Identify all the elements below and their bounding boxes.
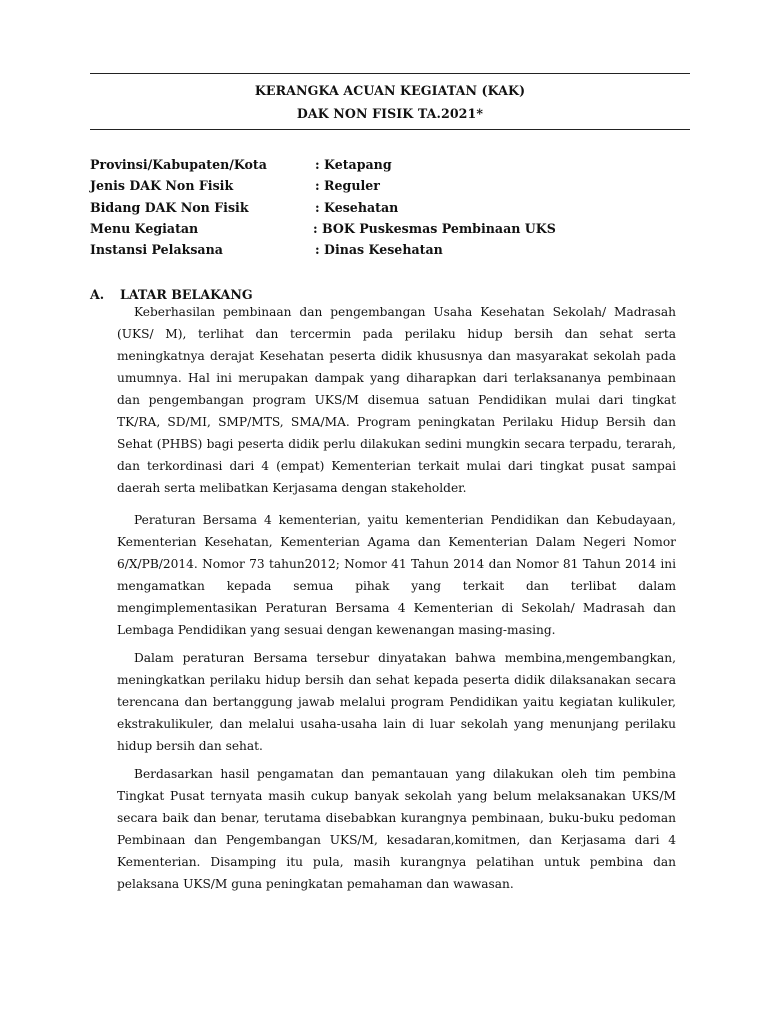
meta-label-provinsi: Provinsi/Kabupaten/Kota bbox=[90, 157, 267, 172]
meta-value-menu-kegiatan: : BOK Puskesmas Pembinaan UKS bbox=[313, 221, 556, 236]
meta-label-menu-kegiatan: Menu Kegiatan bbox=[90, 221, 199, 236]
paragraph-2: Peraturan Bersama 4 kementerian, yaitu kementerian Pendidikan dan Kebudayaan, Kementerian Kesehatan, Kementerian Agama dan Kementerian Dalam Negeri Nomor 6/X/PB/2014. Nomor 73 tahun2012; Nomor 41 Tahun 2014 dan Nomor 81 Tahun 2014 ini mengamatkan kepada semua pihak yang terkait dan terlibat dalam mengimplementasikan Peraturan Bersama 4 Kementerian di Sekolah/ Madrasah dan Lembaga Pendidikan yang sesuai dengan kewenangan masing-masing. bbox=[117, 513, 676, 637]
meta-value-bidang-dak: : Kesehatan bbox=[315, 200, 399, 215]
meta-value-jenis-dak: : Reguler bbox=[315, 178, 380, 193]
title-bottom-rule bbox=[90, 129, 690, 130]
meta-label-jenis-dak: Jenis DAK Non Fisik bbox=[90, 178, 234, 193]
paragraph-1: Keberhasilan pembinaan dan pengembangan Usaha Kesehatan Sekolah/ Madrasah (UKS/ M), terlihat dan tercermin pada perilaku hidup bersih dan sehat serta meningkatnya derajat Kesehatan peserta didik khususnya dan masyarakat sekolah pada umumnya. Hal ini merupakan dampak yang diharapkan dari terlaksananya pembinaan dan pengembangan program UKS/M disemua satuan Pendidikan mulai dari tingkat TK/RA, SD/MI, SMP/MTS, SMA/MA. Program peningkatan Perilaku Hidup Bersih dan Sehat (PHBS) bagi peserta didik perlu dilakukan sedini mungkin secara terpadu, terarah, dan terkordinasi dari 4 (empat) Kementerian terkait mulai dari tingkat pusat sampai daerah serta melibatkan Kerjasama dengan stakeholder. bbox=[117, 305, 676, 495]
section-title: LATAR BELAKANG bbox=[120, 287, 253, 302]
paragraph-3: Dalam peraturan Bersama tersebur dinyatakan bahwa membina,mengembangkan, meningkatkan perilaku hidup bersih dan sehat kepada peserta didik dilaksanakan secara terencana dan bertanggung jawab melalui program Pendidikan yaitu kegiatan kulikuler, ekstrakulikuler, dan melalui usaha-usaha lain di luar sekolah yang menunjang perilaku hidup bersih dan sehat. bbox=[117, 651, 676, 753]
top-rule bbox=[90, 73, 690, 74]
meta-label-instansi: Instansi Pelaksana bbox=[90, 242, 223, 257]
document-title: KERANGKA ACUAN KEGIATAN (KAK) bbox=[254, 83, 526, 98]
meta-value-provinsi: : Ketapang bbox=[315, 157, 392, 172]
section-heading bbox=[90, 287, 253, 302]
paragraph-4: Berdasarkan hasil pengamatan dan pemantauan yang dilakukan oleh tim pembina Tingkat Pusat ternyata masih cukup banyak sekolah yang belum melaksanakan UKS/M secara baik dan benar, terutama disebabkan kurangnya pembinaan, buku-buku pedoman Pembinaan dan Pengembangan UKS/M, kesadaran,komitmen, dan Kerjasama dari 4 Kementerian. Disamping itu pula, masih kurangnya pelatihan untuk pembina dan pelaksana UKS/M guna peningkatan pemahaman dan wawasan. bbox=[117, 767, 676, 891]
meta-value-instansi: : Dinas Kesehatan bbox=[315, 242, 443, 257]
document-subtitle: DAK NON FISIK TA.2021* bbox=[296, 106, 484, 121]
meta-label-bidang-dak: Bidang DAK Non Fisik bbox=[90, 200, 249, 215]
section-number: A. bbox=[90, 287, 105, 302]
